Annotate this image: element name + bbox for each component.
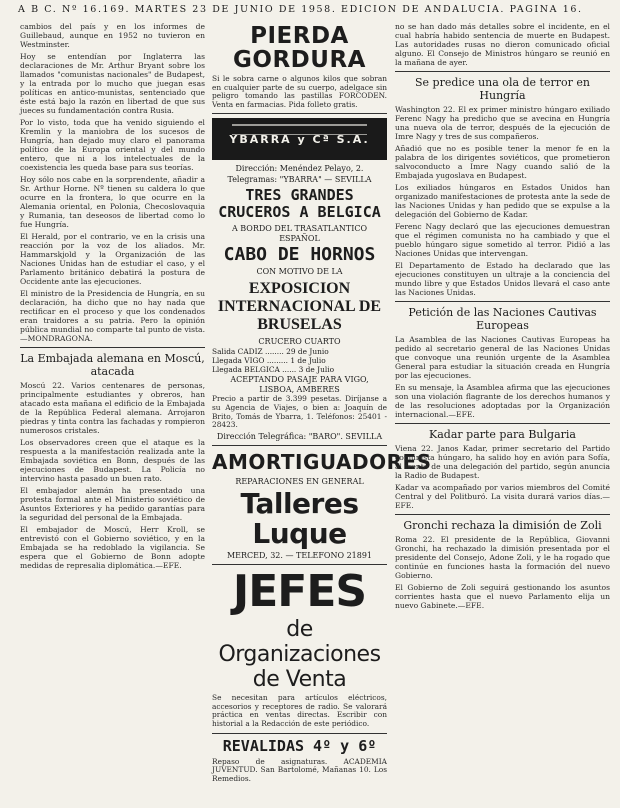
ad-heading: TRES GRANDES CRUCEROS A BELGICA (218, 186, 381, 222)
ad-text: Precio a partir de 3.399 pesetas. Diríjanse a su Agencia de Viajes, o bien a: Joaquín de Brito, Tomás de Ybarra, 1. Teléfonos: 25401 - 28423. (212, 394, 387, 430)
article-paragraph: La Asamblea de las Naciones Cautivas Europeas ha pedido al secretario general de las Naciones Unidas que convoque una reunión urgente de la Asamblea General para estudiar la situación creada en Hungría por las ejecuciones. (395, 335, 610, 380)
ad-line: Telegramas: "YBARRA" — SEVILLA (227, 174, 372, 184)
article-paragraph: Washington 22. El ex primer ministro húngaro exiliado Ferenc Nagy ha predicho que se avecina en Hungría una nueva ola de terror, después de la ejecución de Imre Nagy y tres de sus compañeros. (395, 105, 610, 141)
ad-line: REPARACIONES EN GENERAL (235, 477, 364, 487)
headline-terror-wave: Se predice una ola de terror en Hungría (415, 76, 590, 102)
ad-subtitle: de Organizaciones de Venta (218, 617, 381, 693)
article-paragraph: Roma 22. El presidente de la República, Giovanni Gronchi, ha rechazado la dimisión presentada por el presidente del Consejo, Adone Zoli, y le ha rogado que continúe en funciones hasta la formación del nuevo Gobierno. (395, 535, 610, 580)
ad-line: CON MOTIVO DE LA (256, 267, 343, 277)
divider (395, 423, 610, 424)
article-paragraph: cambios del país y en los informes de Guillebaud, aunque en 1952 no tuvieron en Westminster. (20, 22, 205, 49)
ad-line: Dirección: Menéndez Pelayo, 2. (235, 164, 364, 174)
page-header: A B C. Nº 16.169. MARTES 23 DE JUNIO DE 1958. EDICION DE ANDALUCIA. PAGINA 16. (18, 4, 583, 15)
ad-title: PIERDA GORDURA (233, 23, 366, 73)
ad-schedule: Salida CADIZ ........ 29 de Junio Llegada VIGO ......... 1 de Julio Llegada BELGICA ...... 3 de Julio (212, 347, 335, 375)
article-paragraph: Kadar va acompañado por varios miembros del Comité Central y del Politburó. La visita durará varios días.—EFE. (395, 483, 610, 510)
article-paragraph: El Gobierno de Zoli seguirá gestionando los asuntos corrientes hasta que el nuevo Parlamento elija un nuevo Gabinete.—EFE. (395, 583, 610, 610)
headline-embassy-attack: La Embajada alemana en Moscú, atacada (20, 352, 205, 378)
article-paragraph: Hoy sólo nos cabe en la sorprendente, añadir a Sr. Arthur Horne. Nº tienen su caldera lo que ocurre en la frontera, lo que ocurre en la Alemania oriental, en Polonia, Checoslovaquia y Rumania, tan deseosos de libertad como lo fue Hungría. (20, 175, 205, 229)
divider (212, 733, 387, 734)
ad-text: Se necesitan para artículos eléctricos, accesorios y receptores de radio. Se valorará práctica en ventas directas. Escribir con historial a la Redacción de este periódico. (212, 693, 387, 729)
article-paragraph: El embajador de Moscú, Herr Kroll, se entrevistó con el Gobierno soviético, y en la Embajada se ha redoblado la vigilancia. Se espera que el Gobierno de Bonn adopte medidas de represalia diplomática.—EFE. (20, 525, 205, 570)
ad-heading: EXPOSICION INTERNACIONAL DE BRUSELAS (217, 279, 382, 333)
article-paragraph: no se han dado más detalles sobre el incidente, en el cual habría habido sentencia de muerte en Budapest. Las autoridades rusas no dieron comunicado oficial alguno. El Consejo de Ministros húngaro se reunió en la mañana de ayer. (395, 22, 610, 67)
ad-heading: CABO DE HORNOS (223, 244, 376, 266)
ad-ybarra-cruises (212, 118, 387, 441)
article-paragraph: Por lo visto, toda que ha venido siguiendo el Kremlin y la maniobra de los sucesos de Hungría, han dejado muy claro el panorama político de la Europa oriental y del mundo entero, que ni a los intelectuales de la coexistencia les queda base para sus teorías. (20, 118, 205, 172)
ad-line: MERCED, 32. — TELEFONO 21891 (226, 550, 373, 560)
article-paragraph: Los exiliados húngaros en Estados Unidos han organizado manifestaciones de protesta ante la sede de las Naciones Unidas y han pedido que se expulse a la delegación del Gobierno de Kadar. (395, 183, 610, 219)
ad-title: Talleres Luque (240, 486, 359, 550)
ad-line: ACEPTANDO PASAJE PARA VIGO, LISBOA, AMBERES (230, 375, 369, 394)
ad-text: Si le sobra carne o algunos kilos que sobran en cualquier parte de su cuerpo, adelgace sin peligro tomando las pastillas FORCODEN. Venta en farmacias. Pida folleto gratis. (212, 74, 387, 109)
article-paragraph: El embajador alemán ha presentado una protesta formal ante el Ministerio soviético de Asuntos Exteriores y ha pedido garantías para la seguridad del personal de la Embajada. (20, 486, 205, 522)
ad-line: Dirección Telegráfica: "BARO". SEVILLA (216, 431, 383, 441)
ad-text: Repaso de asignaturas. ACADEMIA JUVENTUD. San Bartolomé, Mañanas 10. Los Remedios. (212, 756, 387, 783)
article-paragraph: El ministro de la Presidencia de Hungría, en su declaración, ha dicho que no hay nada que rectificar en el proceso y que los condenados eran traidores a su patria. Pero la opinión pública mundial no comparte tal punto de vista.—MONDRAGONA. (20, 289, 205, 343)
divider (395, 71, 610, 72)
ad-amortiguadores (212, 450, 432, 560)
divider (20, 347, 205, 348)
divider (212, 445, 387, 446)
article-paragraph: Hoy se entendían por Inglaterra las declaraciones de Mr. Arthur Bryant sobre los llamados "comunistas nacionales" de Budapest, y la entrada por lo mucho que juegan esas políticas en antico-munistas, sentenciado que éste está bajo la razón en libertad de que sus jueces su fundamentación contra Rusia. (20, 52, 205, 115)
article-paragraph: El Herald, por el contrario, ve en la crisis una reacción por la voz de los aliados. Mr. Hammarskjold y la Organización de las Naciones Unidas han de estudiar el caso, y el Parlamento británico debatirá la postura de Occidente ante las ejecuciones. (20, 232, 205, 286)
headline-captive-nations: Petición de las Naciones Cautivas Europeas (408, 306, 597, 332)
ad-line: A BORDO DEL TRASATLANTICO ESPAÑOL (231, 224, 368, 243)
divider (395, 301, 610, 302)
article-paragraph: El Departamento de Estado ha declarado que las ejecuciones constituyen un ultraje a la conciencia del mundo libre y que Estados Unidos llevará el caso ante las Naciones Unidas. (395, 261, 610, 297)
ad-revalidas (212, 738, 387, 784)
ad-title: AMORTIGUADORES (212, 450, 432, 475)
ad-title: JEFES (232, 566, 367, 618)
ads-column (212, 22, 432, 802)
ad-pierda-gordura (212, 24, 387, 109)
divider (395, 514, 610, 515)
article-paragraph: Añadió que no es posible tener la menor fe en la palabra de los dirigentes soviéticos, que prometieron salvoconducto a Imre Nagy cuando salió de la Embajada yugoslava en Budapest. (395, 144, 610, 180)
divider (212, 113, 387, 114)
article-paragraph: Viena 22. Janos Kadar, primer secretario del Partido comunista húngaro, ha salido hoy en avión para Sofía, al frente de una delegación del partido, según anuncia la Radio de Budapest. (395, 444, 610, 480)
left-column (20, 22, 205, 802)
headline-kadar-bulgaria: Kadar parte para Bulgaria (429, 428, 576, 441)
ship-illustration (212, 118, 387, 160)
headline-gronchi-zoli: Gronchi rechaza la dimisión de Zoli (403, 519, 602, 532)
article-paragraph: En su mensaje, la Asamblea afirma que las ejecuciones son una violación flagrante de los derechos humanos y de las resoluciones adoptadas por la Organización internacional.—EFE. (395, 383, 610, 419)
ship-name: YBARRA y Cª S.A. (229, 132, 370, 146)
ad-line: CRUCERO CUARTO (258, 336, 341, 346)
article-paragraph: Ferenc Nagy declaró que las ejecuciones demuestran que el régimen comunista no ha cambiado y que el pueblo húngaro sigue sometido al terror. Pidió a las Naciones Unidas que intervengan. (395, 222, 610, 258)
article-paragraph: Los observadores creen que el ataque es la respuesta a la manifestación realizada ante la Embajada soviética en Bonn, después de las ejecuciones de Budapest. La Policía no intervino hasta pasado un buen rato. (20, 438, 205, 483)
divider (212, 564, 387, 565)
right-column (395, 22, 610, 802)
article-paragraph: Moscú 22. Varios centenares de personas, principalmente estudiantes y obreros, han atacado esta mañana el edificio de la Embajada de la República Federal alemana. Arrojaron piedras y tinta contra las fachadas y rompieron numerosos cristales. (20, 381, 205, 435)
ad-jefes (212, 566, 387, 729)
ad-title: REVALIDAS 4º y 6º (222, 736, 377, 755)
